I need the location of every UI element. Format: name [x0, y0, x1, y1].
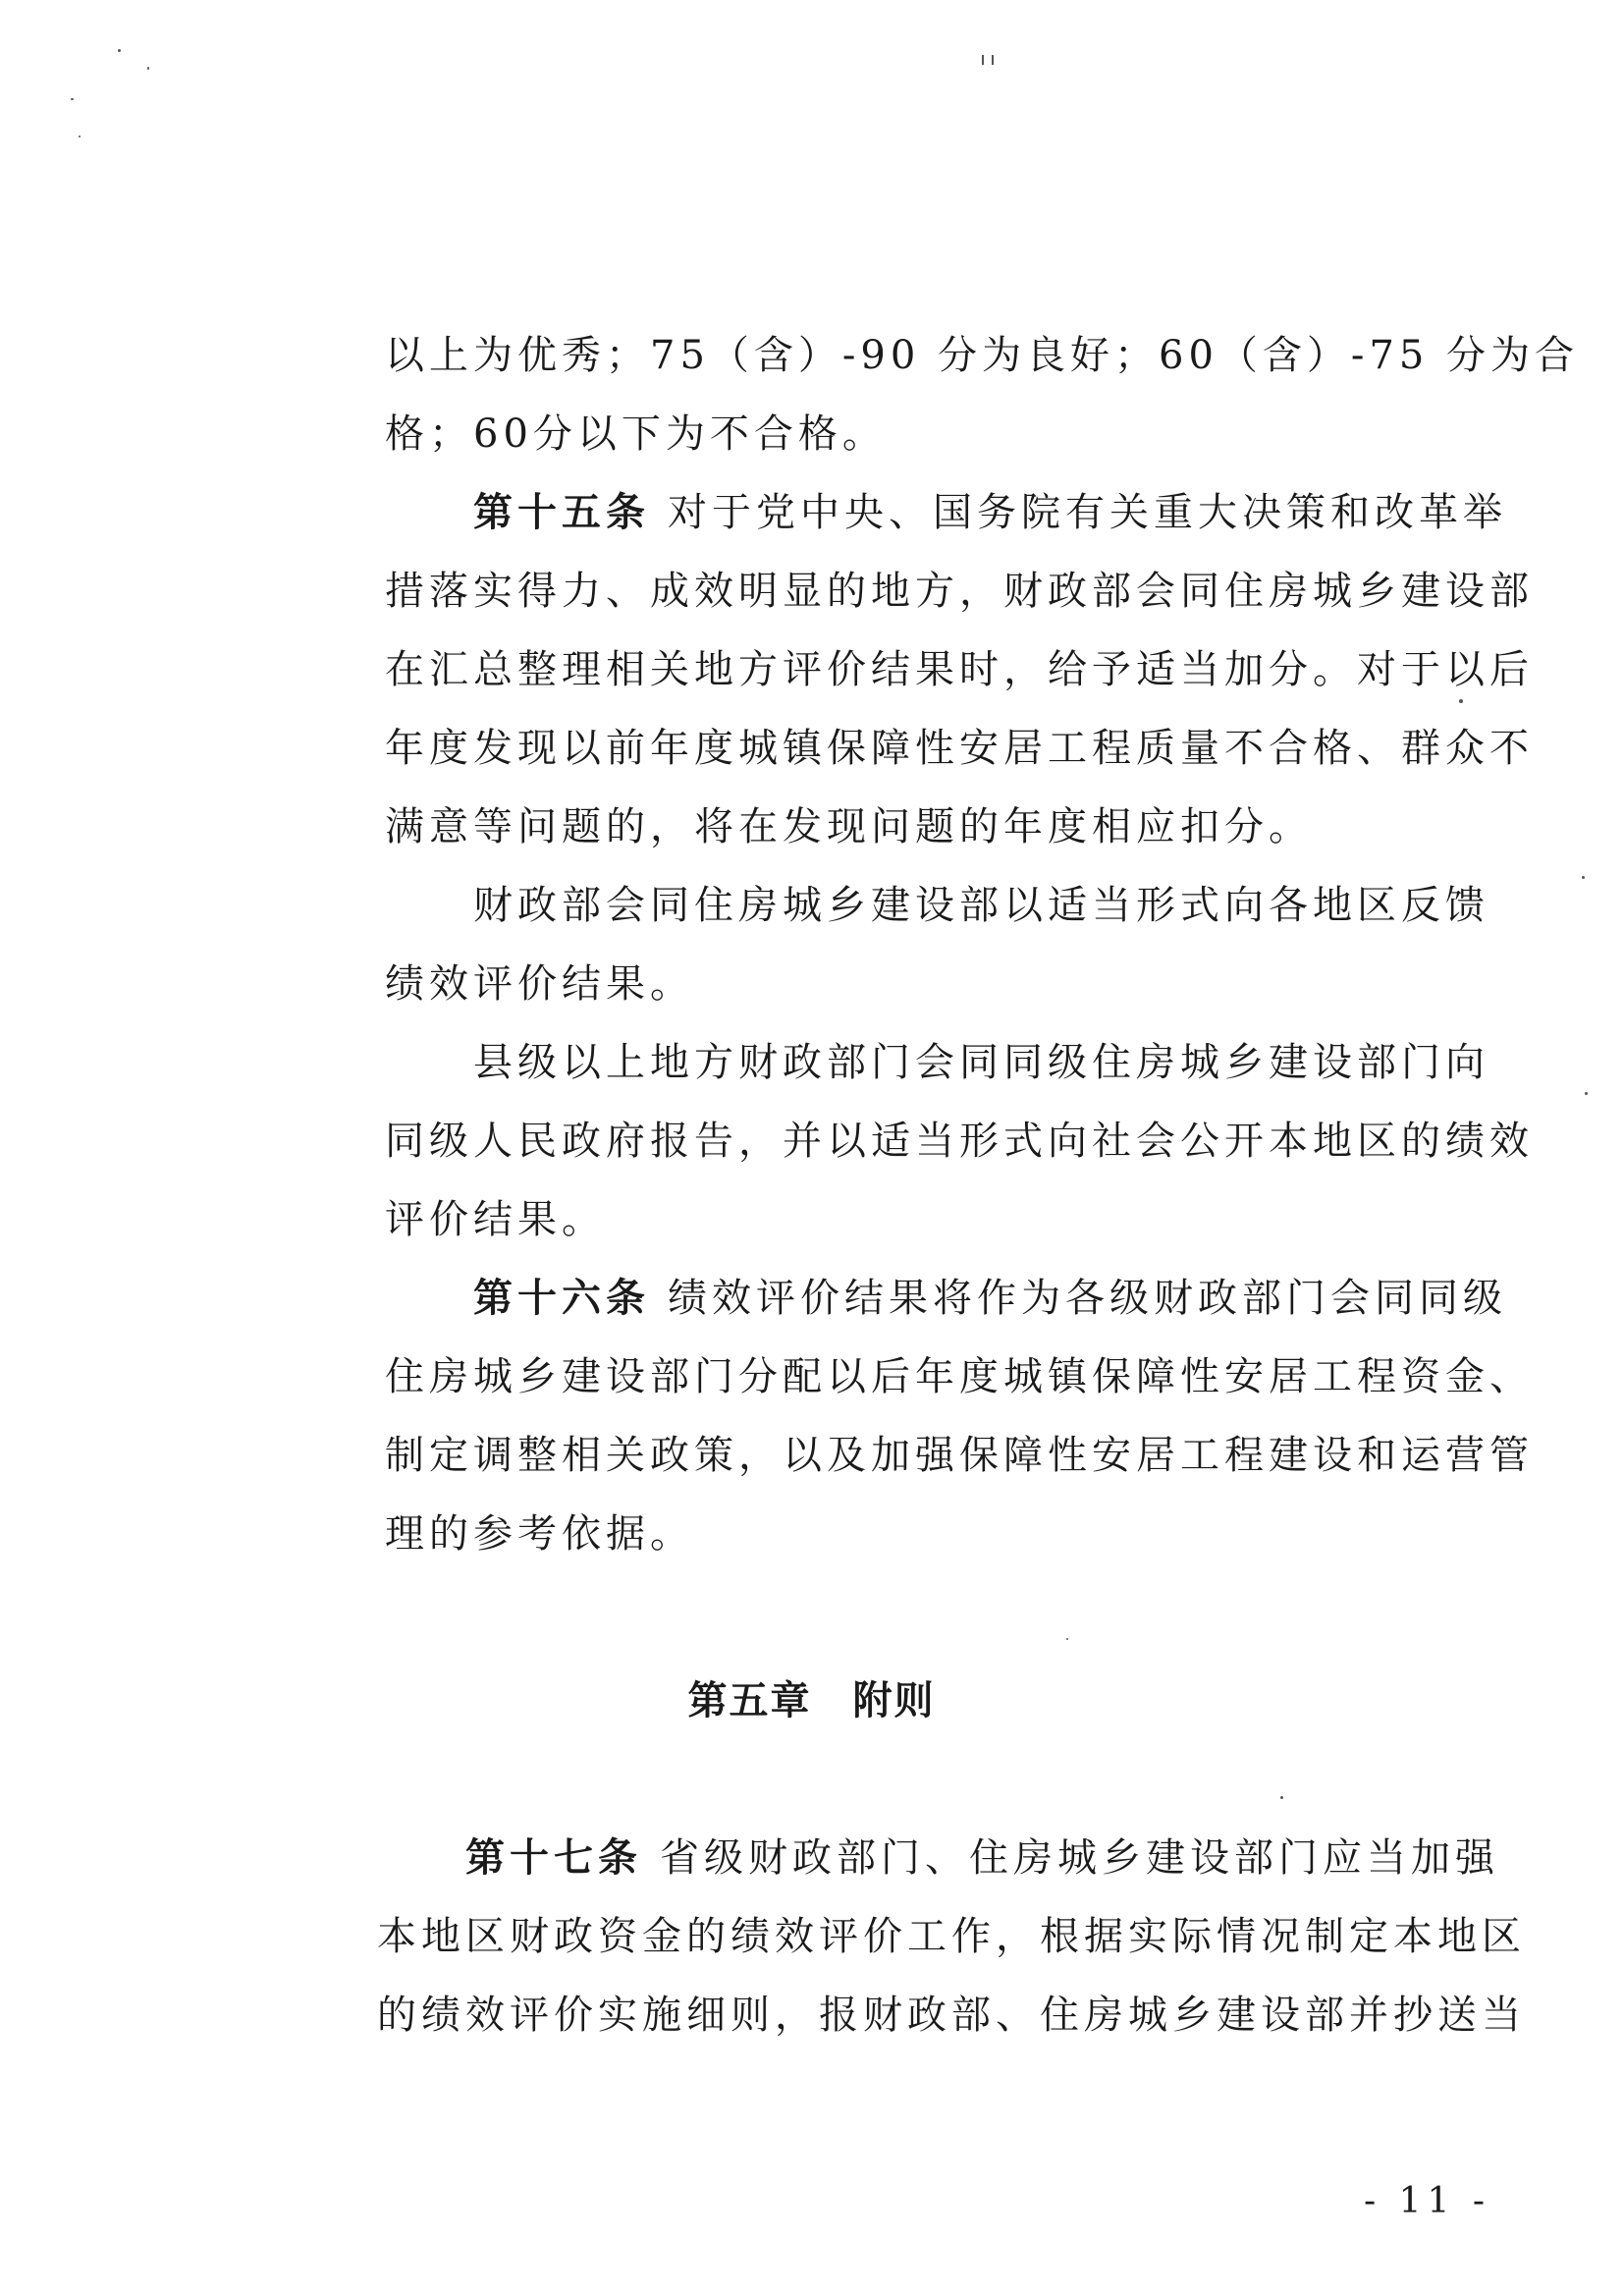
article-15-text: 对于党中央、国务院有关重大决策和改革举 — [668, 490, 1507, 535]
article-17-text: 省级财政部门、住房城乡建设部门应当加强 — [660, 1835, 1499, 1881]
paragraph-line: 住房城乡建设部门分配以后年度城镇保障性安居工程资金、 — [385, 1354, 1534, 1399]
paragraph-line: 评价结果。 — [385, 1197, 606, 1242]
paragraph-line: 本地区财政资金的绩效评价工作，根据实际情况制定本地区 — [377, 1914, 1526, 1959]
scan-speck — [982, 55, 984, 65]
paragraph-line: 县级以上地方财政部门会同同级住房城乡建设部门向 — [473, 1040, 1489, 1085]
scan-speck — [71, 98, 74, 100]
article-16-label: 第十六条 — [473, 1275, 650, 1321]
paragraph-line: 措落实得力、成效明显的地方，财政部会同住房城乡建设部 — [385, 569, 1534, 614]
paragraph-line: 同级人民政府报告，并以适当形式向社会公开本地区的绩效 — [385, 1119, 1534, 1164]
paragraph-line: 满意等问题的，将在发现问题的年度相应扣分。 — [385, 804, 1313, 849]
chapter-heading: 第五章 附则 — [687, 1678, 936, 1723]
paragraph-line: 理的参考依据。 — [385, 1511, 694, 1557]
paragraph-line: 格；60分以下为不合格。 — [385, 411, 887, 457]
scan-speck — [118, 49, 121, 52]
scan-speck — [147, 67, 149, 70]
article-15-label: 第十五条 — [473, 489, 650, 535]
paragraph-line: 的绩效评价实施细则，报财政部、住房城乡建设部并抄送当 — [377, 1993, 1526, 2038]
paragraph-line: 以上为优秀；75（含）-90 分为良好；60（含）-75 分为合 — [385, 333, 1580, 378]
scan-speck — [1582, 876, 1585, 879]
paragraph-line: 绩效评价结果。 — [385, 961, 694, 1007]
scan-speck — [1459, 699, 1463, 703]
scan-speck — [992, 55, 994, 65]
paragraph-line: 制定调整相关政策，以及加强保障性安居工程建设和运营管 — [385, 1433, 1534, 1478]
page-number: - 11 - — [1363, 2181, 1490, 2221]
scan-speck — [1280, 1796, 1283, 1799]
paragraph-line: 在汇总整理相关地方评价结果时，给予适当加分。对于以后 — [385, 647, 1534, 692]
paragraph-line: 财政部会同住房城乡建设部以适当形式向各地区反馈 — [473, 883, 1489, 928]
article-17-label: 第十七条 — [465, 1834, 642, 1881]
paragraph-line: 年度发现以前年度城镇保障性安居工程质量不合格、群众不 — [385, 726, 1534, 771]
article-16-first-line — [473, 1275, 1507, 1322]
article-16-text: 绩效评价结果将作为各级财政部门会同同级 — [668, 1276, 1507, 1321]
scan-speck — [79, 136, 81, 137]
scan-speck — [1585, 1092, 1588, 1095]
scan-speck — [1066, 1638, 1068, 1640]
article-15-first-line — [473, 489, 1507, 536]
article-17-first-line — [465, 1834, 1499, 1882]
